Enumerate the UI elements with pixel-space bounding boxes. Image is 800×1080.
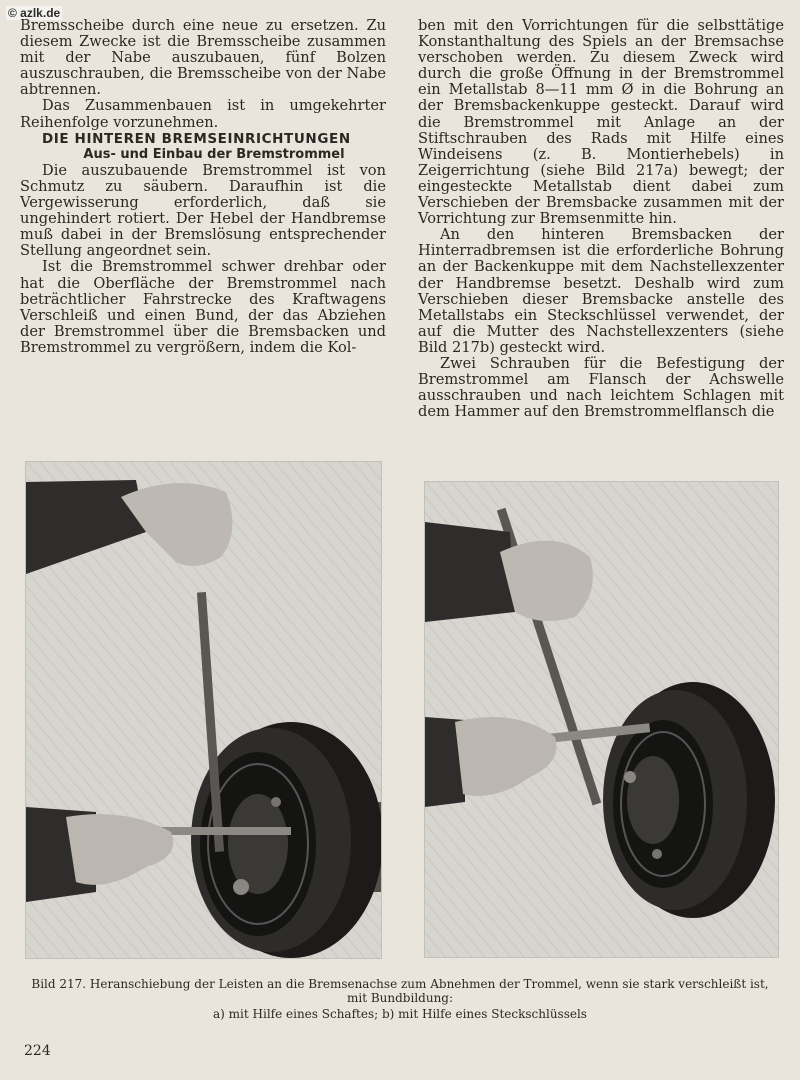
left-paragraph-2: Das Zusammenbauen ist in umgekehrter Reihenfolge vorzunehmen. (20, 97, 386, 131)
watermark: © azlk.de (8, 6, 61, 20)
figure-caption (20, 977, 780, 1021)
photo-217a (25, 461, 382, 959)
page-number: 224 (24, 1043, 51, 1059)
caption-line-2: a) mit Hilfe eines Schaftes; b) mit Hilfe eines Steckschlüssels (213, 1007, 587, 1021)
section-subheading: Aus- und Einbau der Bremstrommel (83, 146, 345, 162)
right-paragraph-2: An den hinteren Bremsbacken der Hinterradbremsen ist die erforderliche Bohrung an der Backenkuppe mit dem Nachstellexzenter der Handbremse besetzt. Deshalb wird zum Verschieben dieser Bremsbacke anstelle des Metallstabs ein Steckschlüssel verwendet, der auf die Mutter des Nachstellexzenters (siehe Bild 217b) gesteckt wird. (418, 226, 784, 356)
left-paragraph-3: Die auszubauende Bremstrommel ist von Schmutz zu säubern. Daraufhin ist die Vergewisserung erforderlich, daß sie ungehindert rotiert. Der Hebel der Handbremse muß dabei in der Bremslösung entsprechender Stellung angeordnet sein. (20, 161, 386, 260)
right-column (418, 18, 784, 420)
section-heading: DIE HINTEREN BREMSEINRICHTUNGEN (42, 130, 351, 147)
left-paragraph-4: Ist die Bremstrommel schwer drehbar oder hat die Oberfläche der Bremstrommel nach beträchtlicher Fahrstrecke des Kraftwagens Verschleiß und einen Bund, der das Abziehen der Bremstrommel über die Bremsbacken und Bremstrommel zu vergrößern, indem die Kol- (20, 258, 386, 356)
left-paragraph-1: Bremsscheibe durch eine neue zu ersetzen. Zu diesem Zwecke ist die Bremsscheibe zusammen mit der Nabe auszubauen, fünf Bolzen auszuschrauben, die Bremsscheibe von der Nabe abtrennen. (20, 17, 386, 99)
left-column (20, 18, 386, 356)
photo-217b-illustration (425, 482, 778, 957)
photo-217b (424, 481, 779, 958)
right-paragraph-3: Zwei Schrauben für die Befestigung der Bremstrommel am Flansch der Achswelle ausschrauben und nach leichtem Schlagen mit dem Hammer auf den Bremstrommelflansch die (418, 354, 784, 421)
right-paragraph-1: ben mit den Vorrichtungen für die selbsttätige Konstanthaltung des Spiels an der Bremsachse verschoben werden. Zu diesem Zweck wird durch die große Öffnung in der Bremstrommel ein Metallstab 8—11 mm Ø in die Bohrung an der Bremsbackenkuppe gesteckt. Darauf wird die Bremstrommel mit Anlage an der Stiftschrauben des Rads mit Hilfe eines Windeisens (z. B. Montierhebels) in Zeigerrichtung (siehe Bild 217a) bewegt; der eingesteckte Metallstab dient dabei zum Verschieben der Bremsbacke zusammen mit der Vorrichtung zur Bremsenmitte hin. (418, 17, 784, 228)
photo-217a-illustration (26, 462, 381, 958)
caption-line-1: Bild 217. Heranschiebung der Leisten an die Bremsenachse zum Abnehmen der Trommel, wenn sie stark verschleißt ist, mit Bundbildung: (31, 977, 769, 1005)
